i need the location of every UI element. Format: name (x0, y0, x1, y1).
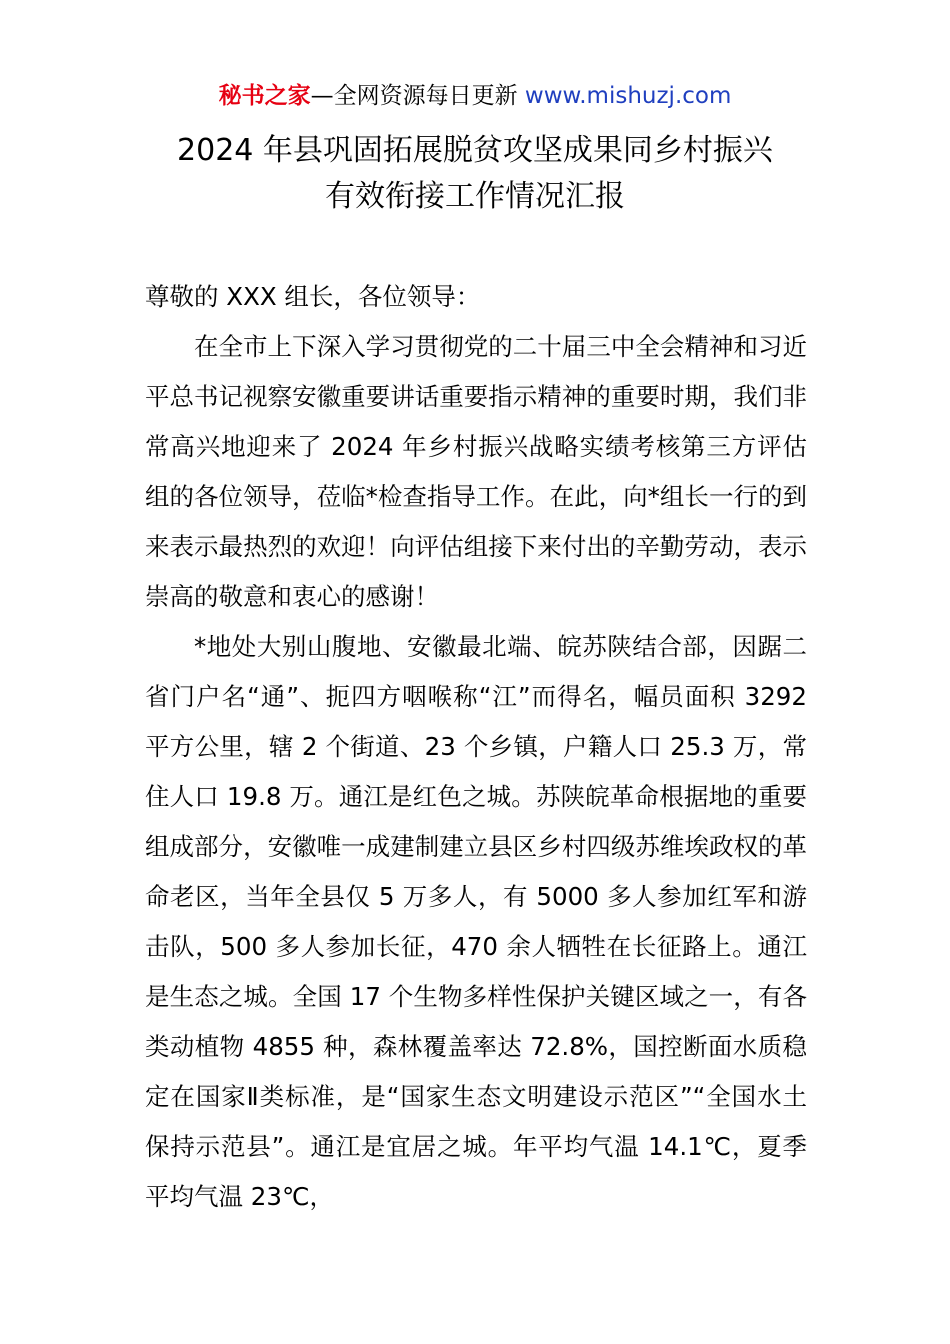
paragraph-2: *地处大别山腹地、安徽最北端、皖苏陕结合部，因踞二省门户名“通”、扼四方咽喉称“江”而得名，幅员面积 3292 平方公里，辖 2 个街道、23 个乡镇，户籍人口 25.3 万，常住人口 19.8 万。通江是红色之城。苏陕皖革命根据地的重要组成部分，安徽唯一成建制建立县区乡村四级苏维埃政权的革命老区，当年全县仅 5 万多人，有 5000 多人参加红军和游击队，500 多人参加长征，470 余人牺牲在长征路上。通江是生态之城。全国 17 个生物多样性保护关键区域之一，有各类动植物 4855 种，森林覆盖率达 72.8%，国控断面水质稳定在国家Ⅱ类标准，是“国家生态文明建设示范区”“全国水土保持示范县”。通江是宜居之城。年平均气温 14.1℃，夏季平均气温 23℃， (145, 632, 807, 1211)
site-header (0, 80, 950, 112)
site-url-link[interactable]: www.mishuzj.com (524, 83, 732, 109)
document-title (0, 128, 950, 220)
paragraph-1: 在全市上下深入学习贯彻党的二十届三中全会精神和习近平总书记视察安徽重要讲话重要指示精神的重要时期，我们非常高兴地迎来了 2024 年乡村振兴战略实绩考核第三方评估组的各位领导，莅临*检查指导工作。在此，向*组长一行的到来表示最热烈的欢迎！向评估组接下来付出的辛勤劳动，表示崇高的敬意和衷心的感谢！ (145, 332, 807, 611)
site-name: 秘书之家 (218, 83, 311, 109)
site-tagline: —全网资源每日更新 (310, 83, 525, 109)
salutation: 尊敬的 XXX 组长，各位领导： (145, 282, 481, 311)
document-title-line-1: 2024 年县巩固拓展脱贫攻坚成果同乡村振兴 (177, 133, 773, 168)
document-body (145, 272, 807, 1222)
document-title-line-2: 有效衔接工作情况汇报 (325, 179, 625, 214)
